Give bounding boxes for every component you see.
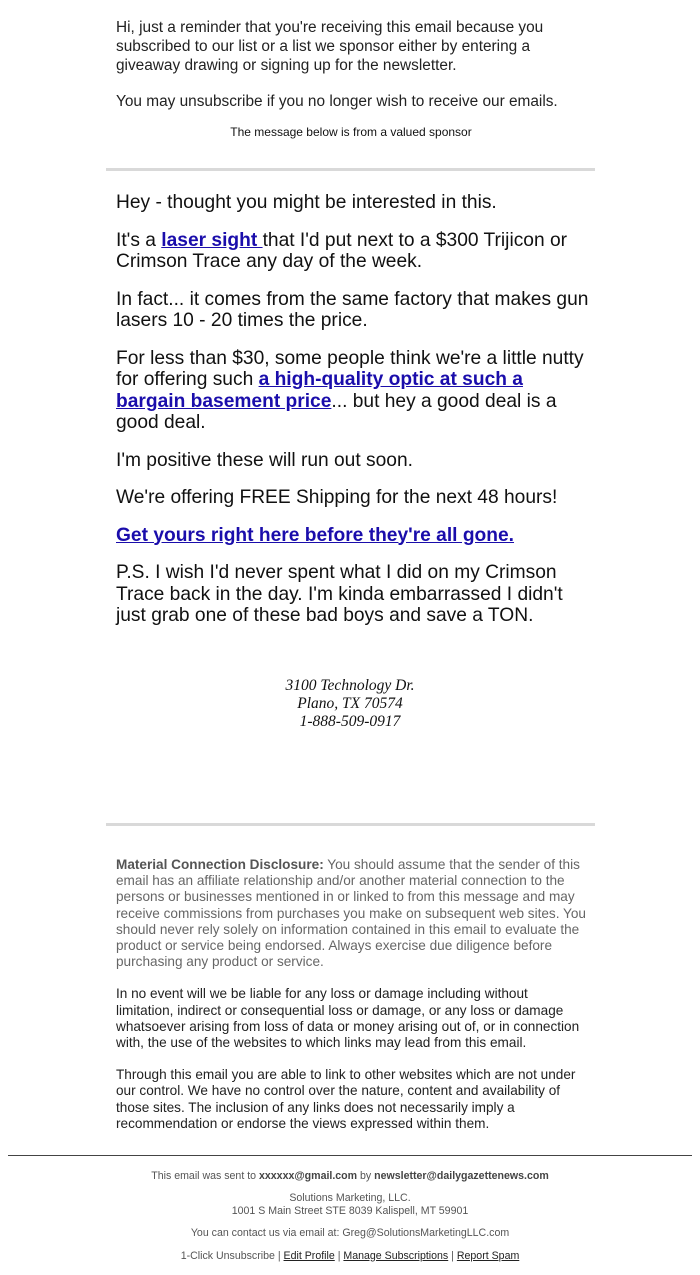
divider-top: [106, 168, 595, 171]
body-p2-before: It's a: [116, 229, 162, 251]
sent-prefix: This email was sent to: [151, 1170, 259, 1182]
manage-subscriptions-link[interactable]: Manage Subscriptions: [343, 1249, 449, 1262]
company-name: Solutions Marketing, LLC.: [289, 1192, 411, 1205]
company-address: 1001 S Main Street STE 8039 Kalispell, MT 59901: [231, 1204, 469, 1217]
address-phone: 1-888-509-0917: [299, 713, 401, 730]
sender-email: newsletter@dailygazettenews.com: [374, 1170, 549, 1182]
body-p2: [116, 230, 591, 273]
laser-sight-link[interactable]: laser sight: [161, 229, 263, 251]
body-p3: In fact... it comes from the same factory that makes gun lasers 10 - 20 times the price.: [116, 288, 589, 331]
liability-disclaimer: In no event will we be liable for any loss or damage including without limitation, indirect or consequential loss or damage, or any loss or damage whatsoever arising from loss of data or money arising out of, or in connection with, the use of the websites to which links may lead from this email.: [116, 986, 580, 1051]
disclosure-text: You should assume that the sender of this email has an affiliate relationship and/or another material connection to the persons or businesses mentioned in or linked to from this message and may receive commissions from purchases you make on subsequent web sites. You should never rely solely on information contained in this email to evaluate the product or service being endorsed. Always exercise due diligence before purchasing any product or service.: [116, 857, 586, 970]
contact-line: You can contact us via email at: Greg@SolutionsMarketingLLC.com: [190, 1227, 510, 1240]
address-street: 3100 Technology Dr.: [285, 677, 415, 694]
material-connection-disclosure: [116, 857, 588, 970]
body-p2-after: that I'd put next to a $300 Trijicon or Crimson Trace any day of the week.: [116, 229, 568, 272]
edit-profile-link[interactable]: Edit Profile: [283, 1249, 335, 1262]
sponsor-note: The message below is from a valued sponsor: [230, 125, 472, 139]
body-p4-after: ... but hey a good deal is a good deal.: [116, 390, 557, 433]
divider-bottom: [106, 823, 595, 826]
footer: [0, 1170, 700, 1262]
footer-divider: [8, 1155, 692, 1156]
reminder-text: Hi, just a reminder that you're receiving this email because you subscribed to our list or a list we sponsor either by entering a giveaway drawing or signing up for the newsletter.: [116, 19, 544, 74]
get-yours-link[interactable]: Get yours right here before they're all gone.: [116, 524, 515, 546]
body-p4: [116, 348, 591, 434]
cta-paragraph: [116, 525, 591, 547]
link-separator: |: [334, 1249, 344, 1262]
sent-to-line: [0, 1170, 700, 1182]
bargain-optic-link[interactable]: a high-quality optic at such a bargain basement price: [116, 369, 523, 412]
body-p6: We're offering FREE Shipping for the next 48 hours!: [116, 487, 558, 508]
recipient-email: xxxxxx@gmail.com: [259, 1170, 358, 1182]
header-section: [116, 0, 586, 139]
footer-links: [0, 1250, 700, 1262]
sent-by: by: [357, 1170, 375, 1182]
link-separator: |: [448, 1249, 457, 1262]
unsubscribe-note: You may unsubscribe if you no longer wish to receive our emails.: [116, 93, 558, 110]
message-body: [116, 192, 591, 643]
address-city: Plano, TX 70574: [297, 695, 403, 712]
disclosure-section: [116, 857, 588, 1148]
external-links-disclaimer: Through this email you are able to link to other websites which are not under our control. We have no control over the nature, content and availability of those sites. The inclusion of any links does not necessarily imply a recommendation or endorse the views expressed within them.: [116, 1067, 576, 1131]
one-click-unsubscribe[interactable]: 1-Click Unsubscribe: [180, 1249, 275, 1262]
postscript: P.S. I wish I'd never spent what I did on my Crimson Trace back in the day. I'm kinda embarrassed I didn't just grab one of these bad boys and save a TON.: [116, 562, 563, 626]
body-p5: I'm positive these will run out soon.: [116, 449, 413, 471]
report-spam-link[interactable]: Report Spam: [456, 1249, 520, 1262]
sender-address: [0, 677, 700, 731]
disclosure-heading: Material Connection Disclosure:: [116, 857, 324, 872]
link-separator: |: [274, 1249, 284, 1262]
body-p4-before: For less than $30, some people think we're a little nutty for offering such: [116, 347, 584, 390]
body-p1: Hey - thought you might be interested in this.: [116, 192, 497, 213]
